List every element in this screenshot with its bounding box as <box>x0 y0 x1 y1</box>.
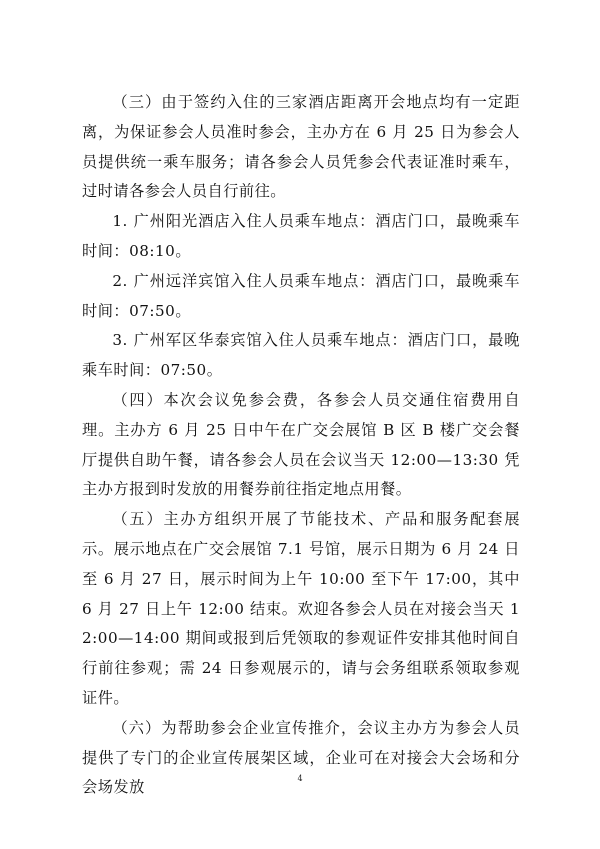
paragraph-fees-and-lunch: （四）本次会议免参会费，各参会人员交通住宿费用自理。主办方 6 月 25 日中午在广交会展馆 B 区 B 楼广交会餐厅提供自助午餐，请各参会人员在会议当天 12:00—13:30 凭主办方报到时发放的用餐券前往指定地点用餐。 <box>82 390 520 499</box>
paragraph-yangguang-hotel: 1. 广州阳光酒店入住人员乘车地点：酒店门口，最晚乘车时间：08:10。 <box>82 212 520 260</box>
paragraph-shuttle-service: （三）由于签约入住的三家酒店距离开会地点均有一定距离，为保证参会人员准时参会，主办方在 6 月 25 日为参会人员提供统一乘车服务；请各参会人员凭参会代表证准时乘车，过时请各参会人员自行前往。 <box>82 93 520 201</box>
paragraph-promotion: （六）为帮助参会企业宣传推介，会议主办方为参会人员提供了专门的企业宣传展架区域，企业可在对接会大会场和分会场发放 <box>82 718 520 797</box>
body-text <box>82 88 520 803</box>
paragraph-yuanyang-hotel: 2. 广州远洋宾馆入住人员乘车地点：酒店门口，最晚乘车时间：07:50。 <box>82 271 520 320</box>
page-number: 4 <box>297 774 303 783</box>
paragraph-huatai-hotel: 3. 广州军区华泰宾馆入住人员乘车地点：酒店门口，最晚乘车时间：07:50。 <box>82 331 520 380</box>
paragraph-exhibition: （五）主办方组织开展了节能技术、产品和服务配套展示。展示地点在广交会展馆 7.1 号馆，展示日期为 6 月 24 日至 6 月 27 日，展示时间为上午 10:00 至下午 17:00，其中 6 月 27 日上午 12:00 结束。欢迎各参会人员在对接会当天 12:00—14:00 期间或报到后凭领取的参观证件安排其他时间自行前往参观；需 24 日参观展示的，请与会务组联系领取参观证件。 <box>82 510 520 707</box>
